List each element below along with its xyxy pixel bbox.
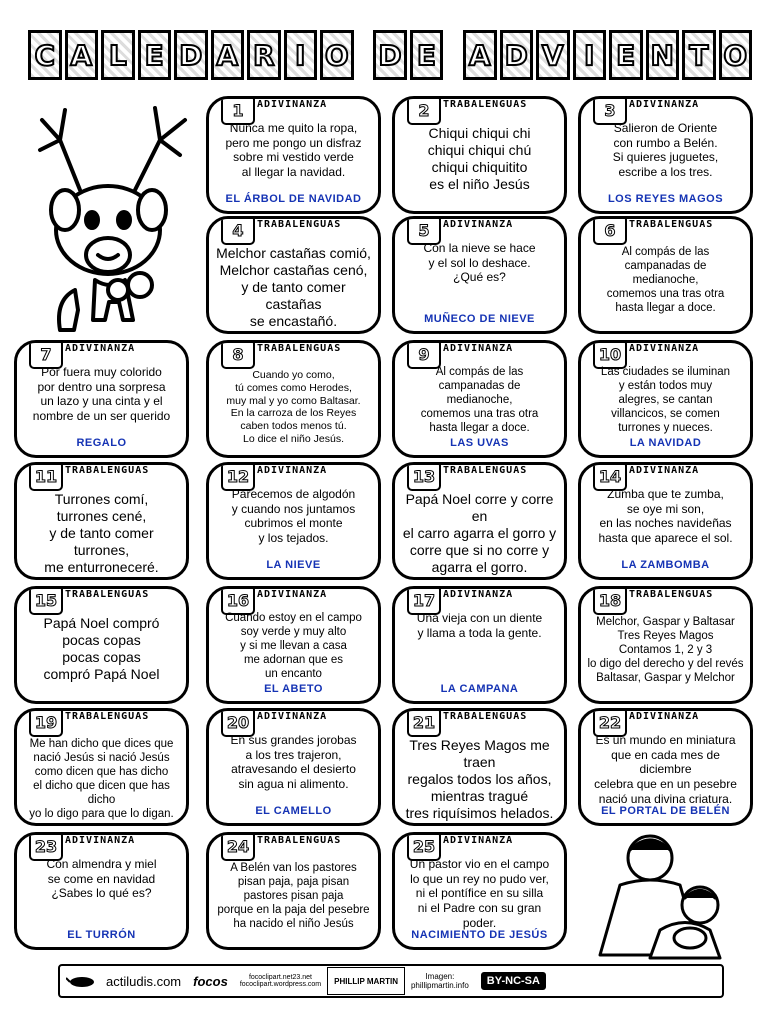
card-answer: EL ABETO xyxy=(264,683,323,695)
card-text-line: se encastañó. xyxy=(249,313,338,330)
card-text-line: A Belén van los pastores xyxy=(230,862,357,874)
card-text-line: al llegar la navidad. xyxy=(241,164,346,179)
card-text xyxy=(23,857,180,901)
card-answer: EL PORTAL DE BELÉN xyxy=(601,805,730,817)
card-text-line: el dicho que dicen que has dicho xyxy=(33,780,170,807)
card-answer: LA ZAMBOMBA xyxy=(621,559,710,571)
card-text-line: ni el Padre con su gran poder. xyxy=(417,900,542,930)
card-text-line: alegres, se cantan xyxy=(618,394,713,407)
card-answer: EL TURRÓN xyxy=(67,929,136,941)
card-type-label: ADIVINANZA xyxy=(443,219,514,230)
card-type-label: TRABALENGUAS xyxy=(257,835,342,846)
card-text-line: Un pastor vio en el campo xyxy=(409,857,550,871)
card-text-line: tres riquísimos helados. xyxy=(405,805,554,822)
card-text-line: cubrimos el monte xyxy=(244,516,343,531)
day-number: 18 xyxy=(593,586,627,615)
card-text-line: Con almendra y miel xyxy=(46,857,157,871)
card-type-label: ADIVINANZA xyxy=(629,343,700,354)
card-answer: LA NAVIDAD xyxy=(629,437,702,449)
card-type-label: ADIVINANZA xyxy=(65,343,136,354)
card-text-line: Es un mundo en miniatura xyxy=(595,733,736,747)
actiludis-credit xyxy=(60,966,187,996)
calendar-card-21 xyxy=(392,708,567,826)
day-number: 9 xyxy=(407,340,441,369)
card-text-line: se oye mi son, xyxy=(626,501,705,516)
card-text-line: un lazo y una cinta y el xyxy=(40,394,163,409)
day-number: 7 xyxy=(29,340,63,369)
card-text-line: sobre mi vestido verde xyxy=(233,150,354,165)
card-text-line: medianoche, xyxy=(446,394,513,407)
card-text-line: agarra el gorro. xyxy=(431,559,528,576)
card-text-line: pisan paja, paja pisan xyxy=(237,876,350,889)
card-text-line: ha nacido el niño Jesús xyxy=(233,918,354,931)
card-type-label: TRABALENGUAS xyxy=(65,711,150,722)
card-type-label: ADIVINANZA xyxy=(257,99,328,110)
card-type-label: TRABALENGUAS xyxy=(443,99,528,110)
title-letter: O xyxy=(320,30,354,80)
card-text xyxy=(401,241,558,285)
card-text-line: ¿Qué es? xyxy=(453,270,506,285)
day-number: 16 xyxy=(221,586,255,615)
card-type-label: TRABALENGUAS xyxy=(257,219,342,230)
card-text-line: que en cada mes de diciembre xyxy=(611,747,720,777)
focos-url-2: fococlipart.wordpress.com xyxy=(239,981,322,988)
calendar-card-25 xyxy=(392,832,567,950)
card-text-line: atravesando el desierto xyxy=(231,762,356,777)
day-number: 1 xyxy=(221,96,255,125)
card-text-line: en las noches navideñas xyxy=(599,516,732,531)
license-credit xyxy=(475,966,552,996)
day-number: 4 xyxy=(221,216,255,245)
day-number: 2 xyxy=(407,96,441,125)
card-text-line: corre que si no corre y xyxy=(409,542,550,559)
day-number: 11 xyxy=(29,462,63,491)
card-text-line: y de tanto comer turrones, xyxy=(49,525,154,559)
card-text-line: Con la nieve se hace xyxy=(423,241,536,255)
card-text-line: Tres Reyes Magos xyxy=(617,630,714,643)
card-text-line: muy mal y yo como Baltasar. xyxy=(226,394,361,407)
card-text-line: En sus grandes jorobas xyxy=(230,733,357,747)
day-number: 10 xyxy=(593,340,627,369)
card-text-line: medianoche, xyxy=(632,274,699,287)
card-text-line: caben todos menos tú. xyxy=(240,420,347,433)
card-text-line: Por fuera muy colorido xyxy=(41,365,162,379)
card-type-label: ADIVINANZA xyxy=(443,589,514,600)
card-text-line: campanadas de xyxy=(624,260,707,273)
calendar-card-2 xyxy=(392,96,567,214)
card-text xyxy=(215,861,372,931)
card-answer: LOS REYES MAGOS xyxy=(607,193,724,205)
card-text-line: villancicos, se comen xyxy=(611,408,720,421)
title-letter: D xyxy=(373,30,407,80)
card-text xyxy=(215,369,372,446)
card-text-line: Melchor castañas cenó, xyxy=(219,262,368,279)
card-text-line: lo que un rey no pudo ver, xyxy=(410,871,549,886)
card-text xyxy=(587,487,744,546)
calendar-card-12 xyxy=(206,462,381,580)
card-text xyxy=(23,737,180,821)
calendar-card-1 xyxy=(206,96,381,214)
card-text xyxy=(401,125,558,193)
card-type-label: TRABALENGUAS xyxy=(65,589,150,600)
card-text xyxy=(401,365,558,435)
reindeer-illustration xyxy=(20,80,200,340)
nativity-illustration xyxy=(580,830,750,960)
calendar-card-23 xyxy=(14,832,189,950)
calendar-card-6 xyxy=(578,216,753,334)
title-letter: N xyxy=(646,30,680,80)
card-text xyxy=(401,857,558,930)
card-text-line: pocas copas xyxy=(62,632,141,649)
day-number: 17 xyxy=(407,586,441,615)
card-answer: EL ÁRBOL DE NAVIDAD xyxy=(225,193,362,205)
card-text-line: el carro agarra el gorro y xyxy=(402,525,557,542)
card-text-line: como dicen que has dicho xyxy=(34,766,169,779)
card-text xyxy=(587,365,744,435)
card-text xyxy=(215,733,372,792)
card-text-line: pocas copas xyxy=(62,649,141,666)
card-text-line: y los tejados. xyxy=(258,530,329,545)
card-type-label: ADIVINANZA xyxy=(257,589,328,600)
card-text xyxy=(587,121,744,180)
focos-url-1: fococlipart.net23.net xyxy=(248,974,312,981)
card-text-line: y cuando nos juntamos xyxy=(231,501,356,516)
calendar-card-8 xyxy=(206,340,381,458)
card-text-line: soy verde y muy alto xyxy=(240,626,347,639)
calendar-card-20 xyxy=(206,708,381,826)
card-text-line: mientras tragué xyxy=(430,788,529,805)
card-type-label: TRABALENGUAS xyxy=(257,343,342,354)
card-type-label: ADIVINANZA xyxy=(257,711,328,722)
card-text-line: regalos todos los años, xyxy=(407,771,552,788)
calendar-card-3 xyxy=(578,96,753,214)
card-text-line: hasta llegar a doce. xyxy=(429,422,530,435)
calendar-card-19 xyxy=(14,708,189,826)
calendar-card-13 xyxy=(392,462,567,580)
phillip-martin-logo: PHILLIP MARTIN xyxy=(327,967,405,995)
card-text-line: me enturroneceré. xyxy=(44,559,159,576)
calendar-card-9 xyxy=(392,340,567,458)
card-text xyxy=(23,365,180,424)
card-answer: EL CAMELLO xyxy=(255,805,332,817)
card-text-line: En la carroza de los Reyes xyxy=(230,407,357,420)
card-text-line: se come en navidad xyxy=(47,871,156,886)
day-number: 5 xyxy=(407,216,441,245)
title-letter: V xyxy=(536,30,570,80)
card-text xyxy=(215,121,372,180)
day-number: 3 xyxy=(593,96,627,125)
calendar-card-18 xyxy=(578,586,753,704)
title-letter: E xyxy=(138,30,172,80)
card-type-label: TRABALENGUAS xyxy=(65,465,150,476)
card-text-line: Turrones comí, xyxy=(54,491,149,507)
day-number: 15 xyxy=(29,586,63,615)
card-text-line: comemos una tras otra xyxy=(606,288,725,301)
card-text-line: Salieron de Oriente xyxy=(613,121,718,135)
card-text-line: Melchor castañas comió, xyxy=(216,245,371,261)
card-text-line: Parecemos de algodón xyxy=(231,487,356,501)
card-text-line: con rumbo a Belén. xyxy=(613,135,718,150)
card-text-line: chiqui chiqui chú xyxy=(427,142,532,159)
card-text-line: por dentro una sorpresa xyxy=(37,379,166,394)
focos-credit xyxy=(187,966,234,996)
card-text-line: nombre de un ser querido xyxy=(32,408,171,423)
title-space xyxy=(446,30,460,80)
card-text-line: Baltasar, Gaspar y Melchor xyxy=(596,672,735,685)
day-number: 19 xyxy=(29,708,63,737)
title-letter: L xyxy=(101,30,135,80)
card-type-label: TRABALENGUAS xyxy=(629,219,714,230)
card-text-line: turrones y nueces. xyxy=(618,422,713,435)
card-answer: NACIMIENTO DE JESÚS xyxy=(411,929,548,941)
title-letter: A xyxy=(65,30,99,80)
card-text xyxy=(215,245,372,330)
card-text-line: Tres Reyes Magos me traen xyxy=(409,737,550,771)
day-number: 22 xyxy=(593,708,627,737)
card-text-line: Melchor, Gaspar y Baltasar xyxy=(596,616,735,628)
card-text-line: pero me pongo un disfraz xyxy=(225,135,362,150)
calendar-card-5 xyxy=(392,216,567,334)
card-text-line: Chiqui chiqui chi xyxy=(428,125,531,141)
card-text-line: Papá Noel corre y corre en xyxy=(405,491,554,525)
card-answer: LA NIEVE xyxy=(266,559,321,571)
day-number: 20 xyxy=(221,708,255,737)
card-text-line: Cuando estoy en el campo xyxy=(225,612,362,624)
card-text-line: Nunca me quito la ropa, xyxy=(229,121,358,135)
card-text-line: y llama a toda la gente. xyxy=(417,625,542,640)
card-text xyxy=(587,245,744,315)
calendar-card-22 xyxy=(578,708,753,826)
title-letter: A xyxy=(211,30,245,80)
images-site: phillipmartin.info xyxy=(410,981,469,990)
card-text-line: nació Jesús si nació Jesús xyxy=(33,752,170,765)
card-text-line: Una vieja con un diente xyxy=(416,611,543,625)
card-type-label: TRABALENGUAS xyxy=(443,465,528,476)
day-number: 25 xyxy=(407,832,441,861)
card-type-label: ADIVINANZA xyxy=(257,465,328,476)
images-credit xyxy=(405,966,475,996)
calendar-card-14 xyxy=(578,462,753,580)
title-letter: D xyxy=(500,30,534,80)
card-text xyxy=(587,733,744,806)
title-letter: E xyxy=(609,30,643,80)
title-letter: C xyxy=(28,30,62,80)
title-letter: A xyxy=(463,30,497,80)
calendar-card-16 xyxy=(206,586,381,704)
card-text xyxy=(215,611,372,681)
card-text xyxy=(23,615,180,683)
calendar-card-11 xyxy=(14,462,189,580)
focos-urls xyxy=(234,966,327,996)
day-number: 13 xyxy=(407,462,441,491)
images-label: Imagen: xyxy=(425,972,455,981)
card-type-label: ADIVINANZA xyxy=(443,835,514,846)
focos-logo: focos xyxy=(193,973,228,989)
card-text-line: un encanto xyxy=(265,668,322,681)
title-letter: I xyxy=(284,30,318,80)
card-text-line: me adornan que es xyxy=(243,654,344,667)
card-text-line: celebra que en un pesebre xyxy=(594,776,737,791)
card-text-line: campanadas de xyxy=(438,380,521,393)
card-text-line: turrones cené, xyxy=(56,508,147,525)
card-text-line: y están todos muy xyxy=(618,380,713,393)
mouse-logo-icon xyxy=(66,974,100,988)
card-text-line: Cuando yo como, xyxy=(252,369,335,381)
card-text-line: Zumba que te zumba, xyxy=(607,487,724,501)
card-text-line: Al compás de las xyxy=(621,246,710,258)
day-number: 24 xyxy=(221,832,255,861)
footer-credits xyxy=(58,964,724,998)
card-text-line: ni el pontífice en su silla xyxy=(415,886,544,901)
card-text-line: Las ciudades se iluminan xyxy=(600,366,731,378)
card-text-line: pastores pisan paja xyxy=(243,890,344,903)
card-text-line: comemos una tras otra xyxy=(420,408,539,421)
title-space xyxy=(357,30,371,80)
card-text-line: y si me llevan a casa xyxy=(240,640,347,653)
day-number: 14 xyxy=(593,462,627,491)
title-letter: R xyxy=(247,30,281,80)
card-text xyxy=(401,491,558,576)
card-text-line: nació una divina criatura. xyxy=(598,791,733,806)
card-text-line: Al compás de las xyxy=(435,366,524,378)
card-text-line: Contamos 1, 2 y 3 xyxy=(618,644,713,657)
calendar-card-15 xyxy=(14,586,189,704)
card-text-line: lo digo del derecho y del revés xyxy=(587,658,744,671)
day-number: 23 xyxy=(29,832,63,861)
card-text-line: es el niño Jesús xyxy=(429,176,530,193)
card-text-line: ¿Sabes lo qué es? xyxy=(51,886,152,901)
calendar-card-10 xyxy=(578,340,753,458)
card-type-label: TRABALENGUAS xyxy=(443,711,528,722)
card-text-line: porque en la paja del pesebre xyxy=(217,904,370,917)
card-text xyxy=(215,487,372,546)
card-text-line: yo lo digo para que lo digan. xyxy=(29,808,174,821)
title-letter: I xyxy=(573,30,607,80)
card-text-line: hasta llegar a doce. xyxy=(615,302,716,315)
card-text-line: y de tanto comer castañas xyxy=(241,279,346,313)
card-answer: LAS UVAS xyxy=(450,437,509,449)
calendar-card-4 xyxy=(206,216,381,334)
card-type-label: TRABALENGUAS xyxy=(629,589,714,600)
card-text-line: a los tres trajeron, xyxy=(245,747,342,762)
card-text xyxy=(587,615,744,685)
card-text-line: hasta que aparece el sol. xyxy=(598,530,733,545)
calendar-card-24 xyxy=(206,832,381,950)
card-type-label: ADIVINANZA xyxy=(443,343,514,354)
card-answer: LA CAMPANA xyxy=(440,683,519,695)
cc-license-badge: BY-NC-SA xyxy=(481,972,546,990)
card-text xyxy=(401,611,558,640)
card-type-label: ADIVINANZA xyxy=(65,835,136,846)
day-number: 8 xyxy=(221,340,255,369)
title-letter: E xyxy=(410,30,444,80)
day-number: 21 xyxy=(407,708,441,737)
card-text-line: Lo dice el niño Jesús. xyxy=(243,432,344,445)
card-text-line: sin agua ni alimento. xyxy=(238,776,349,791)
actiludis-text: actiludis.com xyxy=(106,973,182,989)
calendar-card-17 xyxy=(392,586,567,704)
day-number: 6 xyxy=(593,216,627,245)
title-letter: O xyxy=(719,30,753,80)
card-text-line: tú comes como Herodes, xyxy=(235,381,352,394)
card-text xyxy=(23,491,180,576)
card-type-label: ADIVINANZA xyxy=(629,711,700,722)
card-text-line: Si quieres juguetes, xyxy=(612,150,719,165)
title-letter: D xyxy=(174,30,208,80)
card-text-line: y el sol lo deshace. xyxy=(428,255,531,270)
card-type-label: ADIVINANZA xyxy=(629,465,700,476)
card-text xyxy=(401,737,558,822)
card-text-line: Me han dicho que dices que xyxy=(29,738,174,750)
calendar-card-7 xyxy=(14,340,189,458)
card-text-line: compró Papá Noel xyxy=(43,666,160,683)
card-text-line: chiqui chiquitito xyxy=(431,159,528,176)
card-answer: MUÑECO DE NIEVE xyxy=(424,313,535,325)
title-letter: T xyxy=(682,30,716,80)
card-answer: REGALO xyxy=(76,437,127,449)
card-type-label: ADIVINANZA xyxy=(629,99,700,110)
card-text-line: escribe a los tres. xyxy=(618,164,713,179)
day-number: 12 xyxy=(221,462,255,491)
calendar-title xyxy=(28,28,752,82)
card-text-line: Papá Noel compró xyxy=(43,615,160,631)
